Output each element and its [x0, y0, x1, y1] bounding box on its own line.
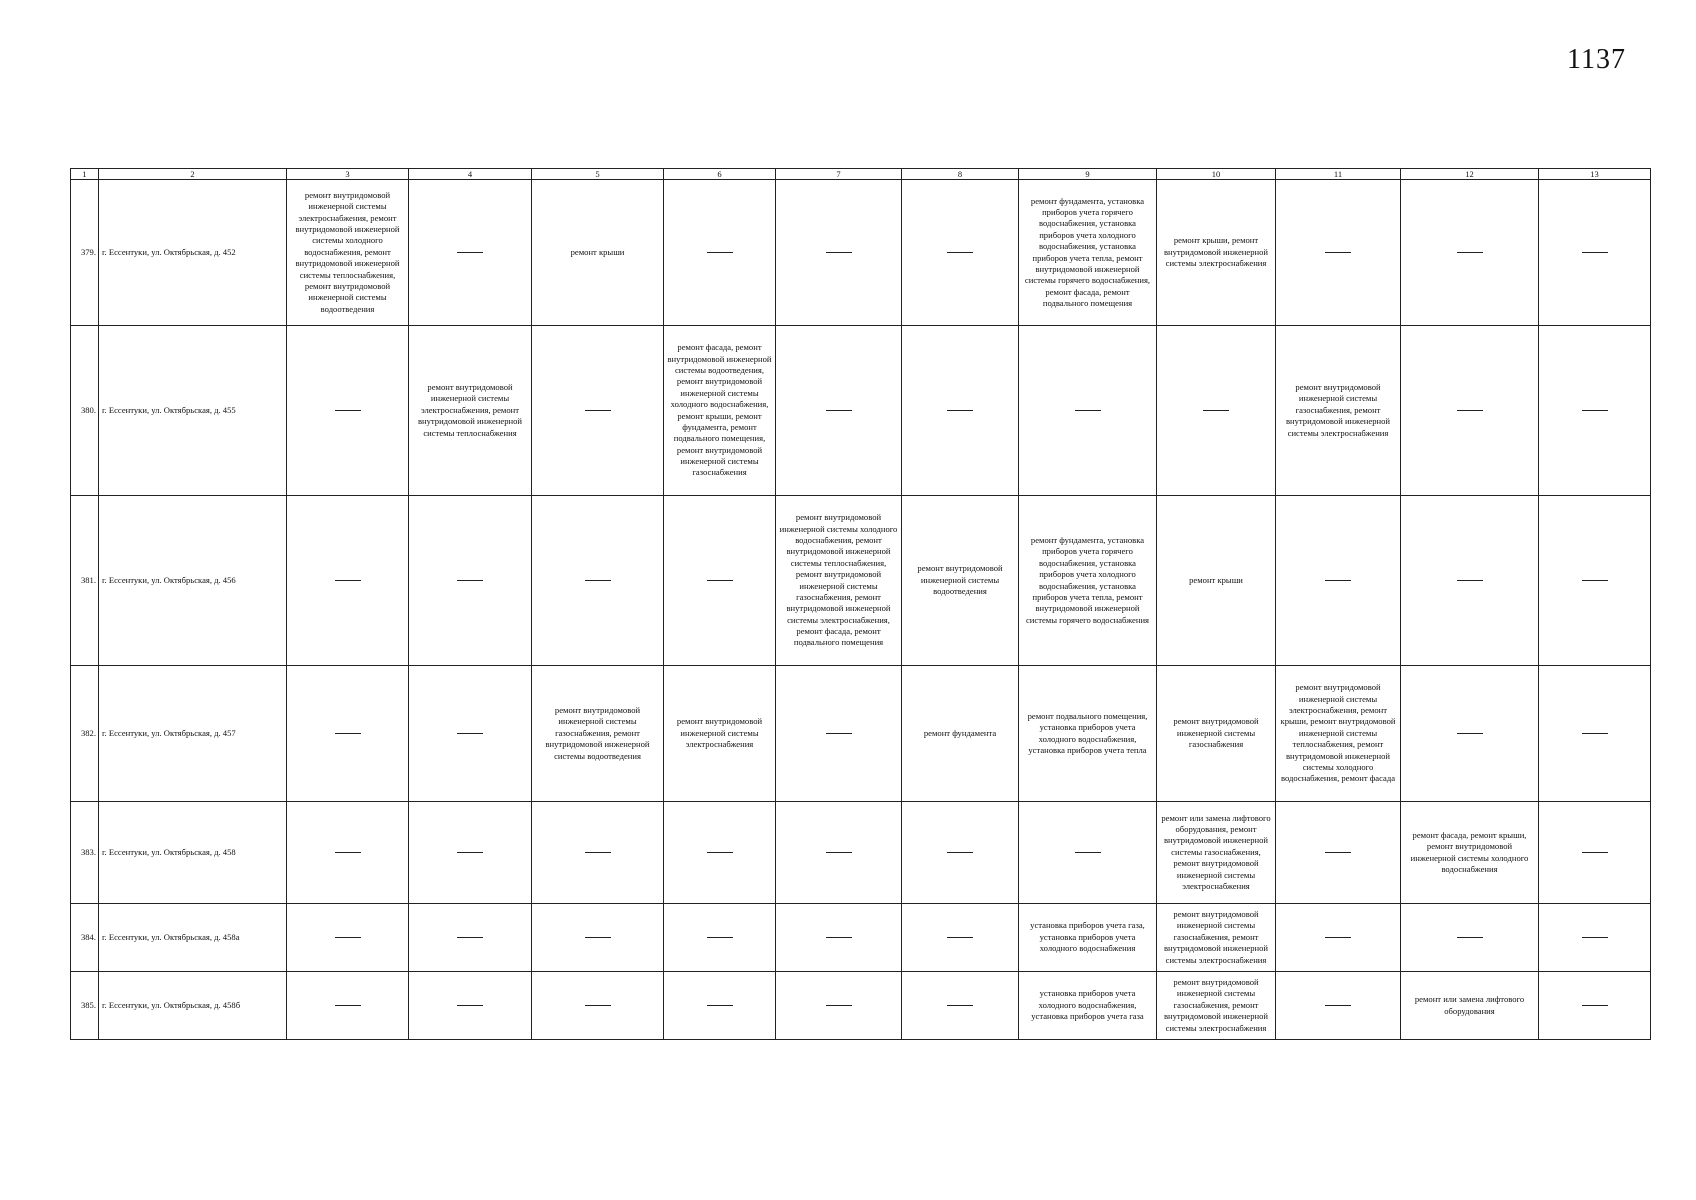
- work-cell: ремонт фундамента, установка приборов учета горячего водоснабжения, установка приборов учета холодного водоснабжения, установка приборов учета тепла, ремонт внутридомовой инженерной системы горячего водоснабжения: [1019, 496, 1157, 666]
- address-cell: г. Ессентуки, ул. Октябрьская, д. 457: [99, 666, 287, 802]
- dash-mark: [457, 580, 483, 581]
- empty-cell: [1401, 904, 1539, 972]
- empty-cell: [1539, 666, 1651, 802]
- work-cell: ремонт внутридомовой инженерной системы газоснабжения, ремонт внутридомовой инженерной системы водоотведения: [532, 666, 664, 802]
- dash-mark: [1325, 252, 1351, 253]
- empty-cell: [664, 972, 776, 1040]
- dash-mark: [707, 937, 733, 938]
- work-cell: ремонт фундамента, установка приборов учета горячего водоснабжения, установка приборов учета холодного водоснабжения, установка приборов учета тепла, ремонт внутридомовой инженерной системы горячего водоснабжения, ремонт фасада, ремонт подвального помещения: [1019, 180, 1157, 326]
- empty-cell: [409, 972, 532, 1040]
- empty-cell: [902, 972, 1019, 1040]
- dash-mark: [1457, 733, 1483, 734]
- address-cell: г. Ессентуки, ул. Октябрьская, д. 458: [99, 802, 287, 904]
- empty-cell: [1276, 972, 1401, 1040]
- empty-cell: [532, 904, 664, 972]
- empty-cell: [287, 802, 409, 904]
- empty-cell: [902, 802, 1019, 904]
- address-cell: г. Ессентуки, ул. Октябрьская, д. 458а: [99, 904, 287, 972]
- dash-mark: [585, 580, 611, 581]
- empty-cell: [902, 326, 1019, 496]
- dash-mark: [1582, 1005, 1608, 1006]
- work-cell: ремонт подвального помещения, установка приборов учета холодного водоснабжения, установка приборов учета тепла: [1019, 666, 1157, 802]
- work-cell: ремонт крыши, ремонт внутридомовой инженерной системы электроснабжения: [1157, 180, 1276, 326]
- column-number-row: [71, 169, 1651, 180]
- address-cell: г. Ессентуки, ул. Октябрьская, д. 458б: [99, 972, 287, 1040]
- column-number: 5: [532, 169, 664, 180]
- work-cell: ремонт внутридомовой инженерной системы газоснабжения, ремонт внутридомовой инженерной системы электроснабжения: [1157, 972, 1276, 1040]
- empty-cell: [287, 904, 409, 972]
- dash-mark: [585, 410, 611, 411]
- address-cell: г. Ессентуки, ул. Октябрьская, д. 456: [99, 496, 287, 666]
- row-number: 383.: [71, 802, 99, 904]
- row-number: 385.: [71, 972, 99, 1040]
- work-cell: ремонт внутридомовой инженерной системы электроснабжения, ремонт внутридомовой инженерной системы холодного водоснабжения, ремонт внутридомовой инженерной системы теплоснабжения, ремонт внутридомовой инженерной системы водоотведения: [287, 180, 409, 326]
- dash-mark: [947, 1005, 973, 1006]
- work-cell: ремонт внутридомовой инженерной системы электроснабжения, ремонт внутридомовой инженерной системы теплоснабжения: [409, 326, 532, 496]
- column-number: 3: [287, 169, 409, 180]
- column-number: 13: [1539, 169, 1651, 180]
- dash-mark: [457, 852, 483, 853]
- dash-mark: [1457, 580, 1483, 581]
- dash-mark: [585, 1005, 611, 1006]
- empty-cell: [287, 496, 409, 666]
- empty-cell: [532, 972, 664, 1040]
- row-number: 380.: [71, 326, 99, 496]
- dash-mark: [335, 852, 361, 853]
- empty-cell: [1539, 802, 1651, 904]
- column-number: 9: [1019, 169, 1157, 180]
- empty-cell: [776, 972, 902, 1040]
- dash-mark: [707, 252, 733, 253]
- column-number: 10: [1157, 169, 1276, 180]
- table-header: [71, 169, 1651, 180]
- column-number: 12: [1401, 169, 1539, 180]
- empty-cell: [776, 904, 902, 972]
- dash-mark: [1582, 410, 1608, 411]
- work-cell: ремонт внутридомовой инженерной системы холодного водоснабжения, ремонт внутридомовой инженерной системы теплоснабжения, ремонт внутридомовой инженерной системы газоснабжения, ремонт внутридомовой инженерной системы электроснабжения, ремонт фасада, ремонт подвального помещения: [776, 496, 902, 666]
- dash-mark: [1325, 852, 1351, 853]
- table-row: [71, 972, 1651, 1040]
- dash-mark: [947, 410, 973, 411]
- dash-mark: [335, 580, 361, 581]
- dash-mark: [707, 852, 733, 853]
- empty-cell: [664, 904, 776, 972]
- column-number: 6: [664, 169, 776, 180]
- empty-cell: [1019, 326, 1157, 496]
- work-cell: ремонт внутридомовой инженерной системы электроснабжения: [664, 666, 776, 802]
- empty-cell: [532, 326, 664, 496]
- column-number: 7: [776, 169, 902, 180]
- dash-mark: [826, 937, 852, 938]
- empty-cell: [409, 904, 532, 972]
- dash-mark: [1457, 252, 1483, 253]
- dash-mark: [947, 937, 973, 938]
- dash-mark: [1457, 937, 1483, 938]
- empty-cell: [1401, 326, 1539, 496]
- dash-mark: [1075, 410, 1101, 411]
- empty-cell: [1401, 666, 1539, 802]
- work-cell: ремонт внутридомовой инженерной системы газоснабжения: [1157, 666, 1276, 802]
- work-cell: ремонт внутридомовой инженерной системы электроснабжения, ремонт крыши, ремонт внутридомовой инженерной системы теплоснабжения, ремонт внутридомовой инженерной системы холодного водоснабжения, ремонт фасада: [1276, 666, 1401, 802]
- empty-cell: [1539, 326, 1651, 496]
- table-row: [71, 326, 1651, 496]
- empty-cell: [287, 666, 409, 802]
- dash-mark: [335, 733, 361, 734]
- row-number: 381.: [71, 496, 99, 666]
- empty-cell: [776, 180, 902, 326]
- empty-cell: [1539, 972, 1651, 1040]
- table-row: [71, 802, 1651, 904]
- dash-mark: [826, 252, 852, 253]
- dash-mark: [335, 937, 361, 938]
- column-number: 2: [99, 169, 287, 180]
- empty-cell: [776, 326, 902, 496]
- dash-mark: [1203, 410, 1229, 411]
- work-cell: ремонт фасада, ремонт внутридомовой инженерной системы водоотведения, ремонт внутридомовой инженерной системы холодного водоснабжения, ремонт крыши, ремонт фундамента, ремонт подвального помещения, ремонт внутридомовой инженерной системы газоснабжения: [664, 326, 776, 496]
- dash-mark: [947, 252, 973, 253]
- empty-cell: [1276, 904, 1401, 972]
- column-number: 4: [409, 169, 532, 180]
- page-number: 1137: [1567, 44, 1626, 75]
- dash-mark: [457, 937, 483, 938]
- column-number: 11: [1276, 169, 1401, 180]
- empty-cell: [664, 496, 776, 666]
- empty-cell: [776, 666, 902, 802]
- work-cell: ремонт внутридомовой инженерной системы газоснабжения, ремонт внутридомовой инженерной системы электроснабжения: [1157, 904, 1276, 972]
- work-cell: ремонт внутридомовой инженерной системы газоснабжения, ремонт внутридомовой инженерной системы электроснабжения: [1276, 326, 1401, 496]
- table-body: [71, 180, 1651, 1040]
- empty-cell: [1401, 496, 1539, 666]
- empty-cell: [1276, 802, 1401, 904]
- row-number: 384.: [71, 904, 99, 972]
- empty-cell: [1157, 326, 1276, 496]
- column-number: 8: [902, 169, 1019, 180]
- dash-mark: [585, 937, 611, 938]
- dash-mark: [1325, 1005, 1351, 1006]
- dash-mark: [707, 580, 733, 581]
- empty-cell: [1276, 180, 1401, 326]
- row-number: 382.: [71, 666, 99, 802]
- empty-cell: [1019, 802, 1157, 904]
- empty-cell: [1276, 496, 1401, 666]
- table-row: [71, 666, 1651, 802]
- dash-mark: [1075, 852, 1101, 853]
- work-cell: ремонт фасада, ремонт крыши, ремонт внутридомовой инженерной системы холодного водоснабжения: [1401, 802, 1539, 904]
- empty-cell: [1539, 904, 1651, 972]
- work-cell: установка приборов учета газа, установка приборов учета холодного водоснабжения: [1019, 904, 1157, 972]
- work-cell: ремонт крыши: [1157, 496, 1276, 666]
- dash-mark: [1582, 733, 1608, 734]
- row-number: 379.: [71, 180, 99, 326]
- dash-mark: [1582, 852, 1608, 853]
- table-row: [71, 180, 1651, 326]
- table-row: [71, 496, 1651, 666]
- dash-mark: [585, 852, 611, 853]
- empty-cell: [409, 666, 532, 802]
- column-number: 1: [71, 169, 99, 180]
- work-cell: ремонт или замена лифтового оборудования, ремонт внутридомовой инженерной системы газоснабжения, ремонт внутридомовой инженерной системы электроснабжения: [1157, 802, 1276, 904]
- address-cell: г. Ессентуки, ул. Октябрьская, д. 455: [99, 326, 287, 496]
- empty-cell: [287, 326, 409, 496]
- dash-mark: [707, 1005, 733, 1006]
- table-row: [71, 904, 1651, 972]
- empty-cell: [664, 180, 776, 326]
- dash-mark: [826, 1005, 852, 1006]
- dash-mark: [335, 410, 361, 411]
- empty-cell: [287, 972, 409, 1040]
- dash-mark: [457, 733, 483, 734]
- dash-mark: [1582, 580, 1608, 581]
- empty-cell: [532, 496, 664, 666]
- empty-cell: [532, 802, 664, 904]
- empty-cell: [409, 496, 532, 666]
- empty-cell: [409, 180, 532, 326]
- dash-mark: [335, 1005, 361, 1006]
- dash-mark: [1582, 252, 1608, 253]
- work-cell: ремонт внутридомовой инженерной системы водоотведения: [902, 496, 1019, 666]
- dash-mark: [826, 852, 852, 853]
- empty-cell: [902, 904, 1019, 972]
- work-cell: установка приборов учета холодного водоснабжения, установка приборов учета газа: [1019, 972, 1157, 1040]
- empty-cell: [776, 802, 902, 904]
- address-cell: г. Ессентуки, ул. Октябрьская, д. 452: [99, 180, 287, 326]
- empty-cell: [409, 802, 532, 904]
- dash-mark: [1457, 410, 1483, 411]
- empty-cell: [1401, 180, 1539, 326]
- work-cell: ремонт или замена лифтового оборудования: [1401, 972, 1539, 1040]
- dash-mark: [1325, 937, 1351, 938]
- capital-repair-table: [70, 168, 1651, 1040]
- work-cell: ремонт крыши: [532, 180, 664, 326]
- empty-cell: [1539, 180, 1651, 326]
- empty-cell: [1539, 496, 1651, 666]
- dash-mark: [947, 852, 973, 853]
- dash-mark: [457, 252, 483, 253]
- dash-mark: [1582, 937, 1608, 938]
- work-cell: ремонт фундамента: [902, 666, 1019, 802]
- dash-mark: [826, 733, 852, 734]
- dash-mark: [457, 1005, 483, 1006]
- dash-mark: [1325, 580, 1351, 581]
- dash-mark: [826, 410, 852, 411]
- empty-cell: [902, 180, 1019, 326]
- empty-cell: [664, 802, 776, 904]
